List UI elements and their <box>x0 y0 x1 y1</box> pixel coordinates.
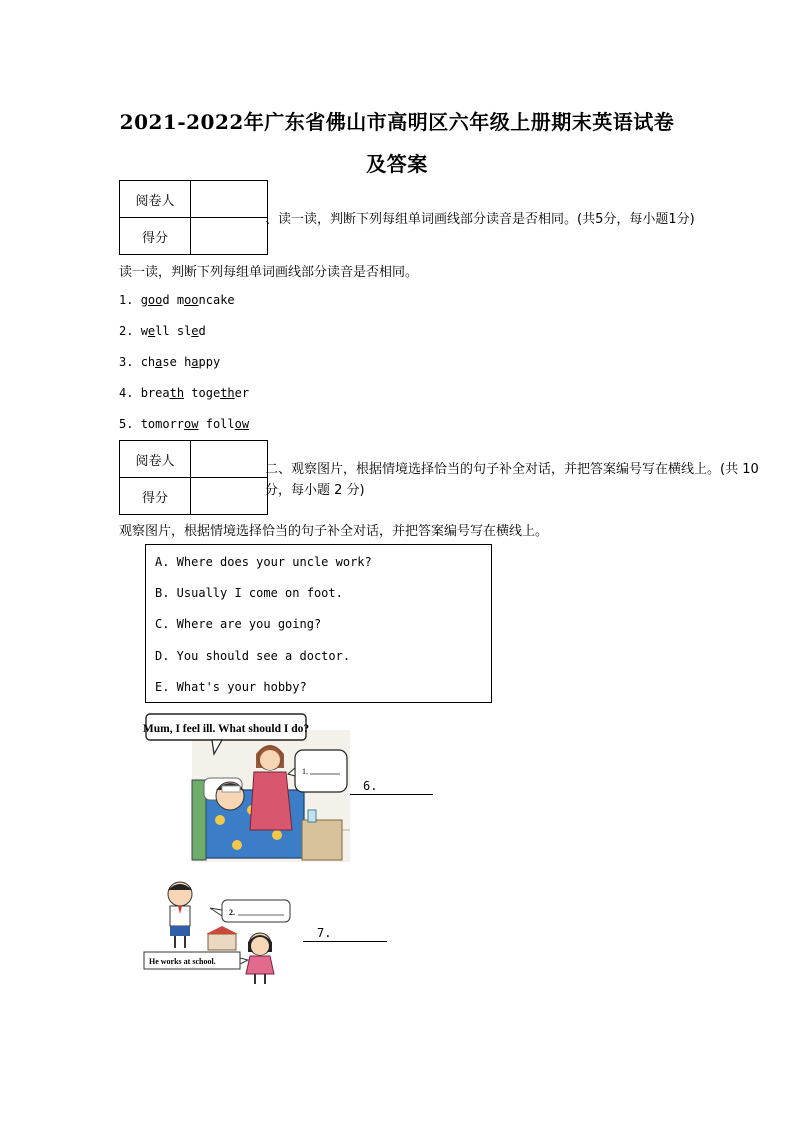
answer-blank-6[interactable]: 6. <box>350 780 433 795</box>
answer-bubble-1-text: 1. <box>302 767 308 776</box>
document-title-continued: 及答案 <box>366 152 428 176</box>
section1-instruction: 读一读，判断下列每组单词画线部分读音是否相同。 <box>119 265 419 280</box>
reviewer-label: 阅卷人 <box>120 181 191 218</box>
phonics-item-3: 3. chase happy <box>119 355 221 369</box>
answer-blank-7[interactable]: 7. <box>303 927 387 942</box>
option-d: D. You should see a doctor. <box>155 649 351 663</box>
option-b: B. Usually I come on foot. <box>155 586 343 600</box>
document-title: 2021-2022年广东省佛山市高明区六年级上册期末英语试卷 <box>119 110 675 134</box>
score-label: 得分 <box>120 218 191 255</box>
answer-bubble-2-text: 2. <box>229 908 235 917</box>
score-label: 得分 <box>120 478 191 515</box>
reviewer-label: 阅卷人 <box>120 441 191 478</box>
phonics-item-1: 1. good mooncake <box>119 293 235 307</box>
score-table-2 <box>119 440 268 515</box>
school-illustration <box>138 876 298 986</box>
option-c: C. Where are you going? <box>155 617 322 631</box>
school-picture <box>138 876 298 986</box>
phonics-item-2: 2. well sled <box>119 324 206 338</box>
question-6 <box>350 780 433 795</box>
option-e: E. What's your hobby? <box>155 680 307 694</box>
girl-speech-text: He works at school. <box>149 957 216 966</box>
sick-child-picture <box>142 710 352 865</box>
phonics-item-4: 4. breath together <box>119 386 250 400</box>
reviewer-cell[interactable] <box>191 181 268 218</box>
score-cell[interactable] <box>191 478 268 515</box>
child-speech-text: Mum, I feel ill. What should I do? <box>142 723 310 735</box>
section2-instruction: 观察图片，根据情境选择恰当的句子补全对话，并把答案编号写在横线上。 <box>119 524 549 539</box>
score-cell[interactable] <box>191 218 268 255</box>
phonics-item-5: 5. tomorrow follow <box>119 417 250 431</box>
section1-heading: 、读一读，判断下列每组单词画线部分读音是否相同。(共5分，每小题1分) <box>265 212 695 227</box>
option-a: A. Where does your uncle work? <box>155 555 372 569</box>
sick-child-illustration <box>142 710 352 865</box>
options-box <box>145 544 492 703</box>
section2-heading-line2: 分，每小题 2 分) <box>265 483 365 498</box>
section2-heading-line1: 二、观察图片，根据情境选择恰当的句子补全对话，并把答案编号写在横线上。(共 10 <box>265 462 759 477</box>
score-table-1 <box>119 180 268 255</box>
reviewer-cell[interactable] <box>191 441 268 478</box>
question-7 <box>303 927 387 942</box>
